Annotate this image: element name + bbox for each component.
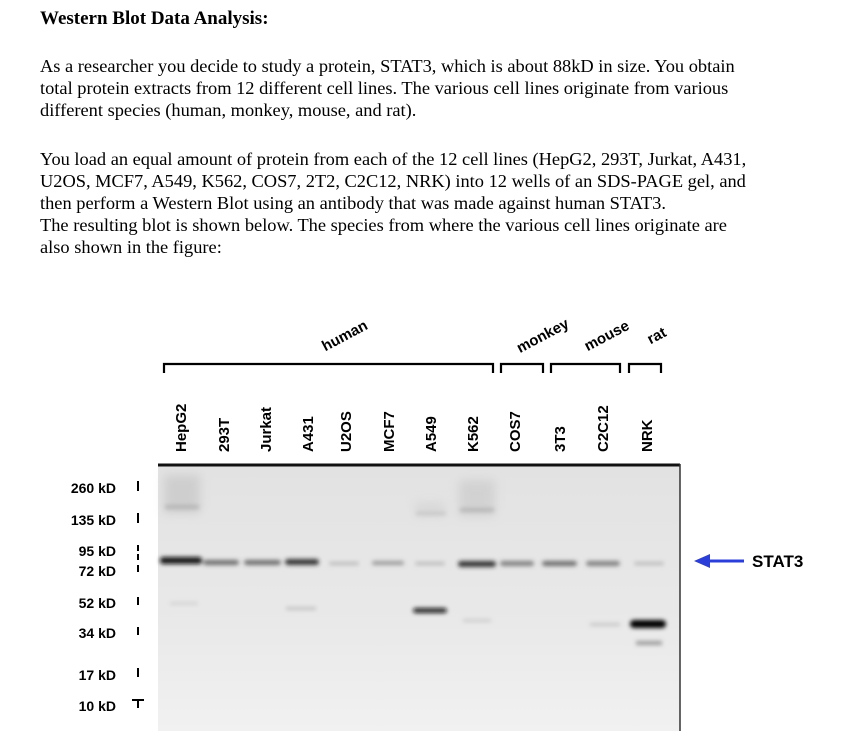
method-paragraph xyxy=(40,148,830,258)
marker-label: 10 kD xyxy=(78,698,116,714)
band-a549-low xyxy=(413,608,447,613)
page-title: Western Blot Data Analysis: xyxy=(40,8,269,29)
band-nrk xyxy=(634,562,664,565)
band-293t xyxy=(203,560,239,565)
marker-label: 34 kD xyxy=(78,625,116,641)
lane-label-cos7: COS7 xyxy=(507,411,524,452)
lane-label-mcf7: MCF7 xyxy=(381,411,398,452)
bracket-mouse xyxy=(551,364,620,373)
band-mcf7 xyxy=(372,561,404,565)
bracket-human xyxy=(164,364,493,373)
band-a549 xyxy=(415,562,445,565)
bracket-monkey xyxy=(501,364,543,373)
marker-label: 95 kD xyxy=(78,543,116,559)
marker-label: 72 kD xyxy=(78,563,116,579)
marker-ticks xyxy=(132,481,144,708)
paragraph-line: The resulting blot is shown below. The species from where the various cell lines originate are xyxy=(40,215,727,235)
paragraph-line: total protein extracts from 12 different cell lines. The various cell lines originate from various xyxy=(40,78,729,98)
band-cos7 xyxy=(500,561,534,566)
paragraph-line: You load an equal amount of protein from each of the 12 cell lines (HepG2, 293T, Jurkat, A431, xyxy=(40,149,747,169)
marker-label: 260 kD xyxy=(70,480,116,496)
stat3-arrow-icon xyxy=(694,554,744,568)
band-hepg2 xyxy=(160,557,202,564)
band-a431 xyxy=(285,559,319,565)
intro-paragraph xyxy=(40,55,830,121)
marker-label: 135 kD xyxy=(70,512,116,528)
paragraph-line: then perform a Western Blot using an antibody that was made against human STAT3. xyxy=(40,193,666,213)
lane-label-a431: A431 xyxy=(300,416,317,452)
band-u2os xyxy=(329,562,359,565)
band-c2c12 xyxy=(586,561,620,566)
lane-label-c2c12: C2C12 xyxy=(595,405,612,452)
band-k562 xyxy=(458,561,496,567)
marker-label: 52 kD xyxy=(78,595,116,611)
lane-label-jurkat: Jurkat xyxy=(258,406,275,452)
paragraph-line: As a researcher you decide to study a protein, STAT3, which is about 88kD in size. You obtain xyxy=(40,56,735,76)
paragraph-line: different species (human, monkey, mouse, and rat). xyxy=(40,100,417,120)
paragraph-line: U2OS, MCF7, A549, K562, COS7, 2T2, C2C12, NRK) into 12 wells of an SDS-PAGE gel, and xyxy=(40,171,746,191)
lane-label-a549: A549 xyxy=(423,416,440,452)
lane-label-k562: K562 xyxy=(465,416,482,452)
band-3t3 xyxy=(542,561,577,566)
paragraph-line: also shown in the figure: xyxy=(40,237,222,257)
lane-label-3t3: 3T3 xyxy=(552,426,569,452)
species-label-mouse: mouse xyxy=(581,317,633,355)
lane-label-hepg2: HepG2 xyxy=(173,403,190,452)
marker-label: 17 kD xyxy=(78,667,116,683)
lane-label-293t: 293T xyxy=(216,417,233,452)
lane-label-nrk: NRK xyxy=(639,419,656,452)
band-jurkat xyxy=(244,560,281,565)
lane-label-u2os: U2OS xyxy=(338,411,355,452)
band-nrk-low xyxy=(630,620,666,628)
bracket-rat xyxy=(629,364,661,373)
species-label-rat: rat xyxy=(644,324,670,349)
stat3-label: STAT3 xyxy=(752,552,804,571)
western-blot-figure xyxy=(0,280,866,731)
species-label-monkey: monkey xyxy=(513,315,572,357)
species-label-human: human xyxy=(319,316,371,356)
